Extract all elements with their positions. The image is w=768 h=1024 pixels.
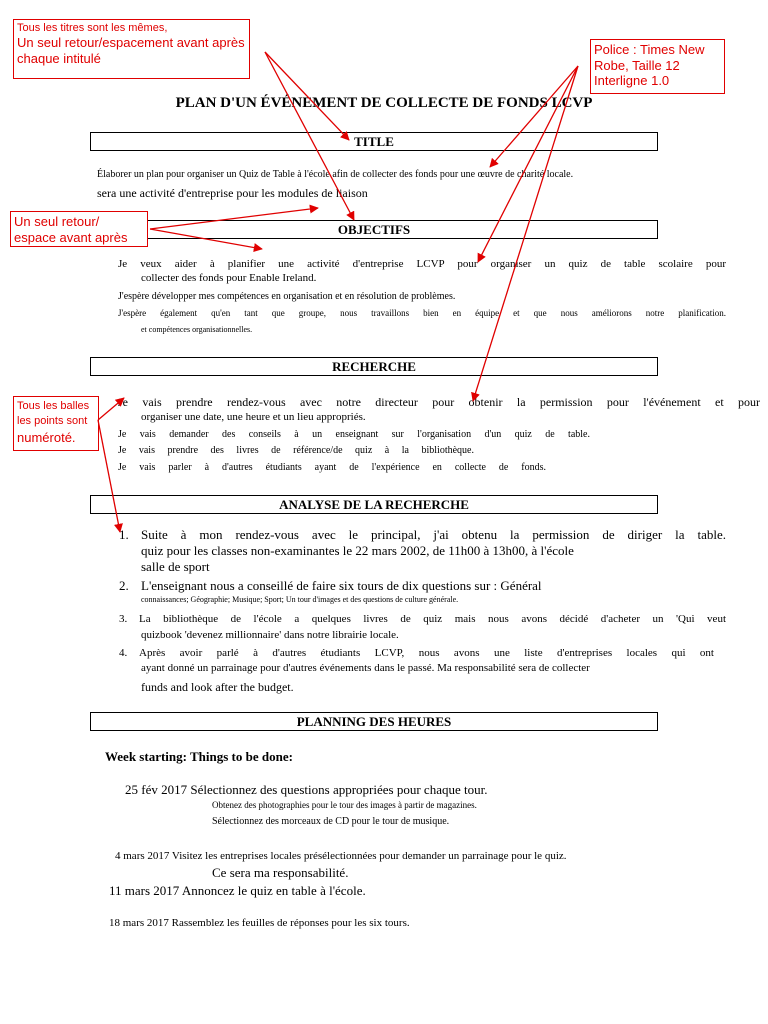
analyse-item1-number: 1.	[119, 527, 129, 542]
recherche-item2: Je vais demander des conseils à un enseignant sur l'organisation d'un quiz de table.	[118, 429, 590, 440]
section-header-title: TITLE	[90, 132, 658, 151]
annotation-bullets-line1: Tous les balles	[17, 400, 90, 412]
objectifs-item3-line2: et compétences organisationnelles.	[141, 325, 253, 334]
annotation-titles-line2: Un seul retour/espacement avant après	[17, 35, 245, 51]
annotation-police-line3: Interligne 1.0	[594, 73, 670, 89]
analyse-item4-line3: funds and look after the budget.	[141, 680, 294, 694]
analyse-item4-line1: Après avoir parlé à d'autres étudiants LCVP, nous avons une liste d'entreprises locales qui ont	[139, 647, 714, 659]
section-header-analyse: ANALYSE DE LA RECHERCHE	[90, 495, 658, 514]
planning-row2-line1: 4 mars 2017 Visitez les entreprises locales présélectionnées pour demander un parrainage pour le quiz.	[115, 850, 567, 862]
annotation-single-line2: espace avant après	[14, 229, 128, 245]
annotation-bullets-line2: les points sont	[17, 414, 88, 427]
analyse-item2-line1: L'enseignant nous a conseillé de faire six tours de dix questions sur : Général	[141, 578, 542, 593]
annotation-bullets-line3: numéroté.	[17, 429, 76, 445]
annotation-police-line2: Robe, Taille 12	[594, 57, 680, 73]
planning-row2-line2: Ce sera ma responsabilité.	[212, 865, 349, 880]
planning-subheading: Week starting: Things to be done:	[105, 749, 293, 764]
objectifs-item3-line1: J'espère également qu'en tant que groupe, nous travaillons bien en équipe et que nous améliorons notre planification.	[118, 308, 726, 318]
recherche-item4: Je vais parler à d'autres étudiants ayant de l'expérience en collecte de fonds.	[118, 462, 546, 473]
planning-row1-line1: 25 fév 2017 Sélectionnez des questions appropriées pour chaque tour.	[125, 782, 488, 797]
analyse-item3-line1: La bibliothèque de l'école a quelques livres de quiz mais nous avons décidé d'acheter un 'Qui veut	[139, 613, 726, 625]
planning-row1-line2: Obtenez des photographies pour le tour des images à partir de magazines.	[212, 800, 477, 810]
analyse-item4-number: 4.	[119, 647, 128, 659]
document-title: PLAN D'UN ÉVÉNEMENT DE COLLECTE DE FONDS LCVP	[175, 95, 593, 111]
objectifs-item1-line2: collecter des fonds pour Enable Ireland.	[141, 272, 317, 284]
analyse-item3-number: 3.	[119, 613, 128, 625]
recherche-item1-line2: organiser une date, une heure et un lieu appropriés.	[141, 411, 366, 423]
annotation-single-return-note	[10, 211, 148, 247]
objectifs-item2: J'espère développer mes compétences en organisation et en résolution de problèmes.	[118, 291, 456, 302]
analyse-item3-line2: quizbook 'devenez millionnaire' dans notre librairie locale.	[141, 629, 399, 641]
annotation-bullets-note	[13, 396, 99, 451]
analyse-item2-line2: connaissances; Géographie; Musique; Sport; Un tour d'images et des questions de culture générale.	[141, 595, 459, 604]
title-text-line1: Élaborer un plan pour organiser un Quiz de Table à l'école afin de collecter des fonds pour une œuvre de charité locale.	[97, 169, 574, 180]
section-header-planning: PLANNING DES HEURES	[90, 712, 658, 731]
annotation-police-note	[590, 39, 725, 94]
section-header-recherche: RECHERCHE	[90, 357, 658, 376]
objectifs-item1-line1: Je veux aider à planifier une activité d'entreprise LCVP pour organiser un quiz de table scolaire pour	[118, 258, 726, 270]
annotation-titles-note	[13, 19, 250, 79]
planning-row1-line3: Sélectionnez des morceaux de CD pour le tour de musique.	[212, 816, 450, 827]
annotation-titles-line3: chaque intitulé	[17, 50, 101, 66]
analyse-item2-number: 2.	[119, 578, 129, 593]
analyse-item1-line3: salle de sport	[141, 559, 210, 574]
planning-row3: 11 mars 2017 Annoncez le quiz en table à l'école.	[109, 883, 366, 898]
title-text-line2: sera une activité d'entreprise pour les modules de liaison	[97, 186, 368, 200]
planning-row4: 18 mars 2017 Rassemblez les feuilles de réponses pour les six tours.	[109, 917, 410, 929]
recherche-item3: Je vais prendre des livres de référence/de quiz à la bibliothèque.	[118, 445, 474, 456]
recherche-item1-line1: Je vais prendre rendez-vous avec notre directeur pour obtenir la permission pour l'événement et pour	[118, 395, 760, 409]
analyse-item4-line2: ayant donné un parrainage pour d'autres événements dans le passé. Ma responsabilité sera de collecter	[141, 662, 590, 674]
arrow-police-to-title-text	[490, 66, 578, 167]
analyse-item1-line1: Suite à mon rendez-vous avec le principal, j'ai obtenu la permission de diriger la table.	[141, 527, 726, 542]
annotation-single-line1: Un seul retour/	[14, 214, 100, 229]
annotation-titles-line1: Tous les titres sont les mêmes,	[17, 22, 168, 34]
arrow-bullets-to-analyse	[98, 420, 120, 532]
analyse-item1-line2: quiz pour les classes non-examinantes le 22 mars 2002, de 11h00 à 13h00, à l'école	[141, 543, 574, 558]
section-header-objectifs: OBJECTIFS	[90, 220, 658, 239]
annotation-police-line1: Police : Times New	[594, 42, 705, 57]
